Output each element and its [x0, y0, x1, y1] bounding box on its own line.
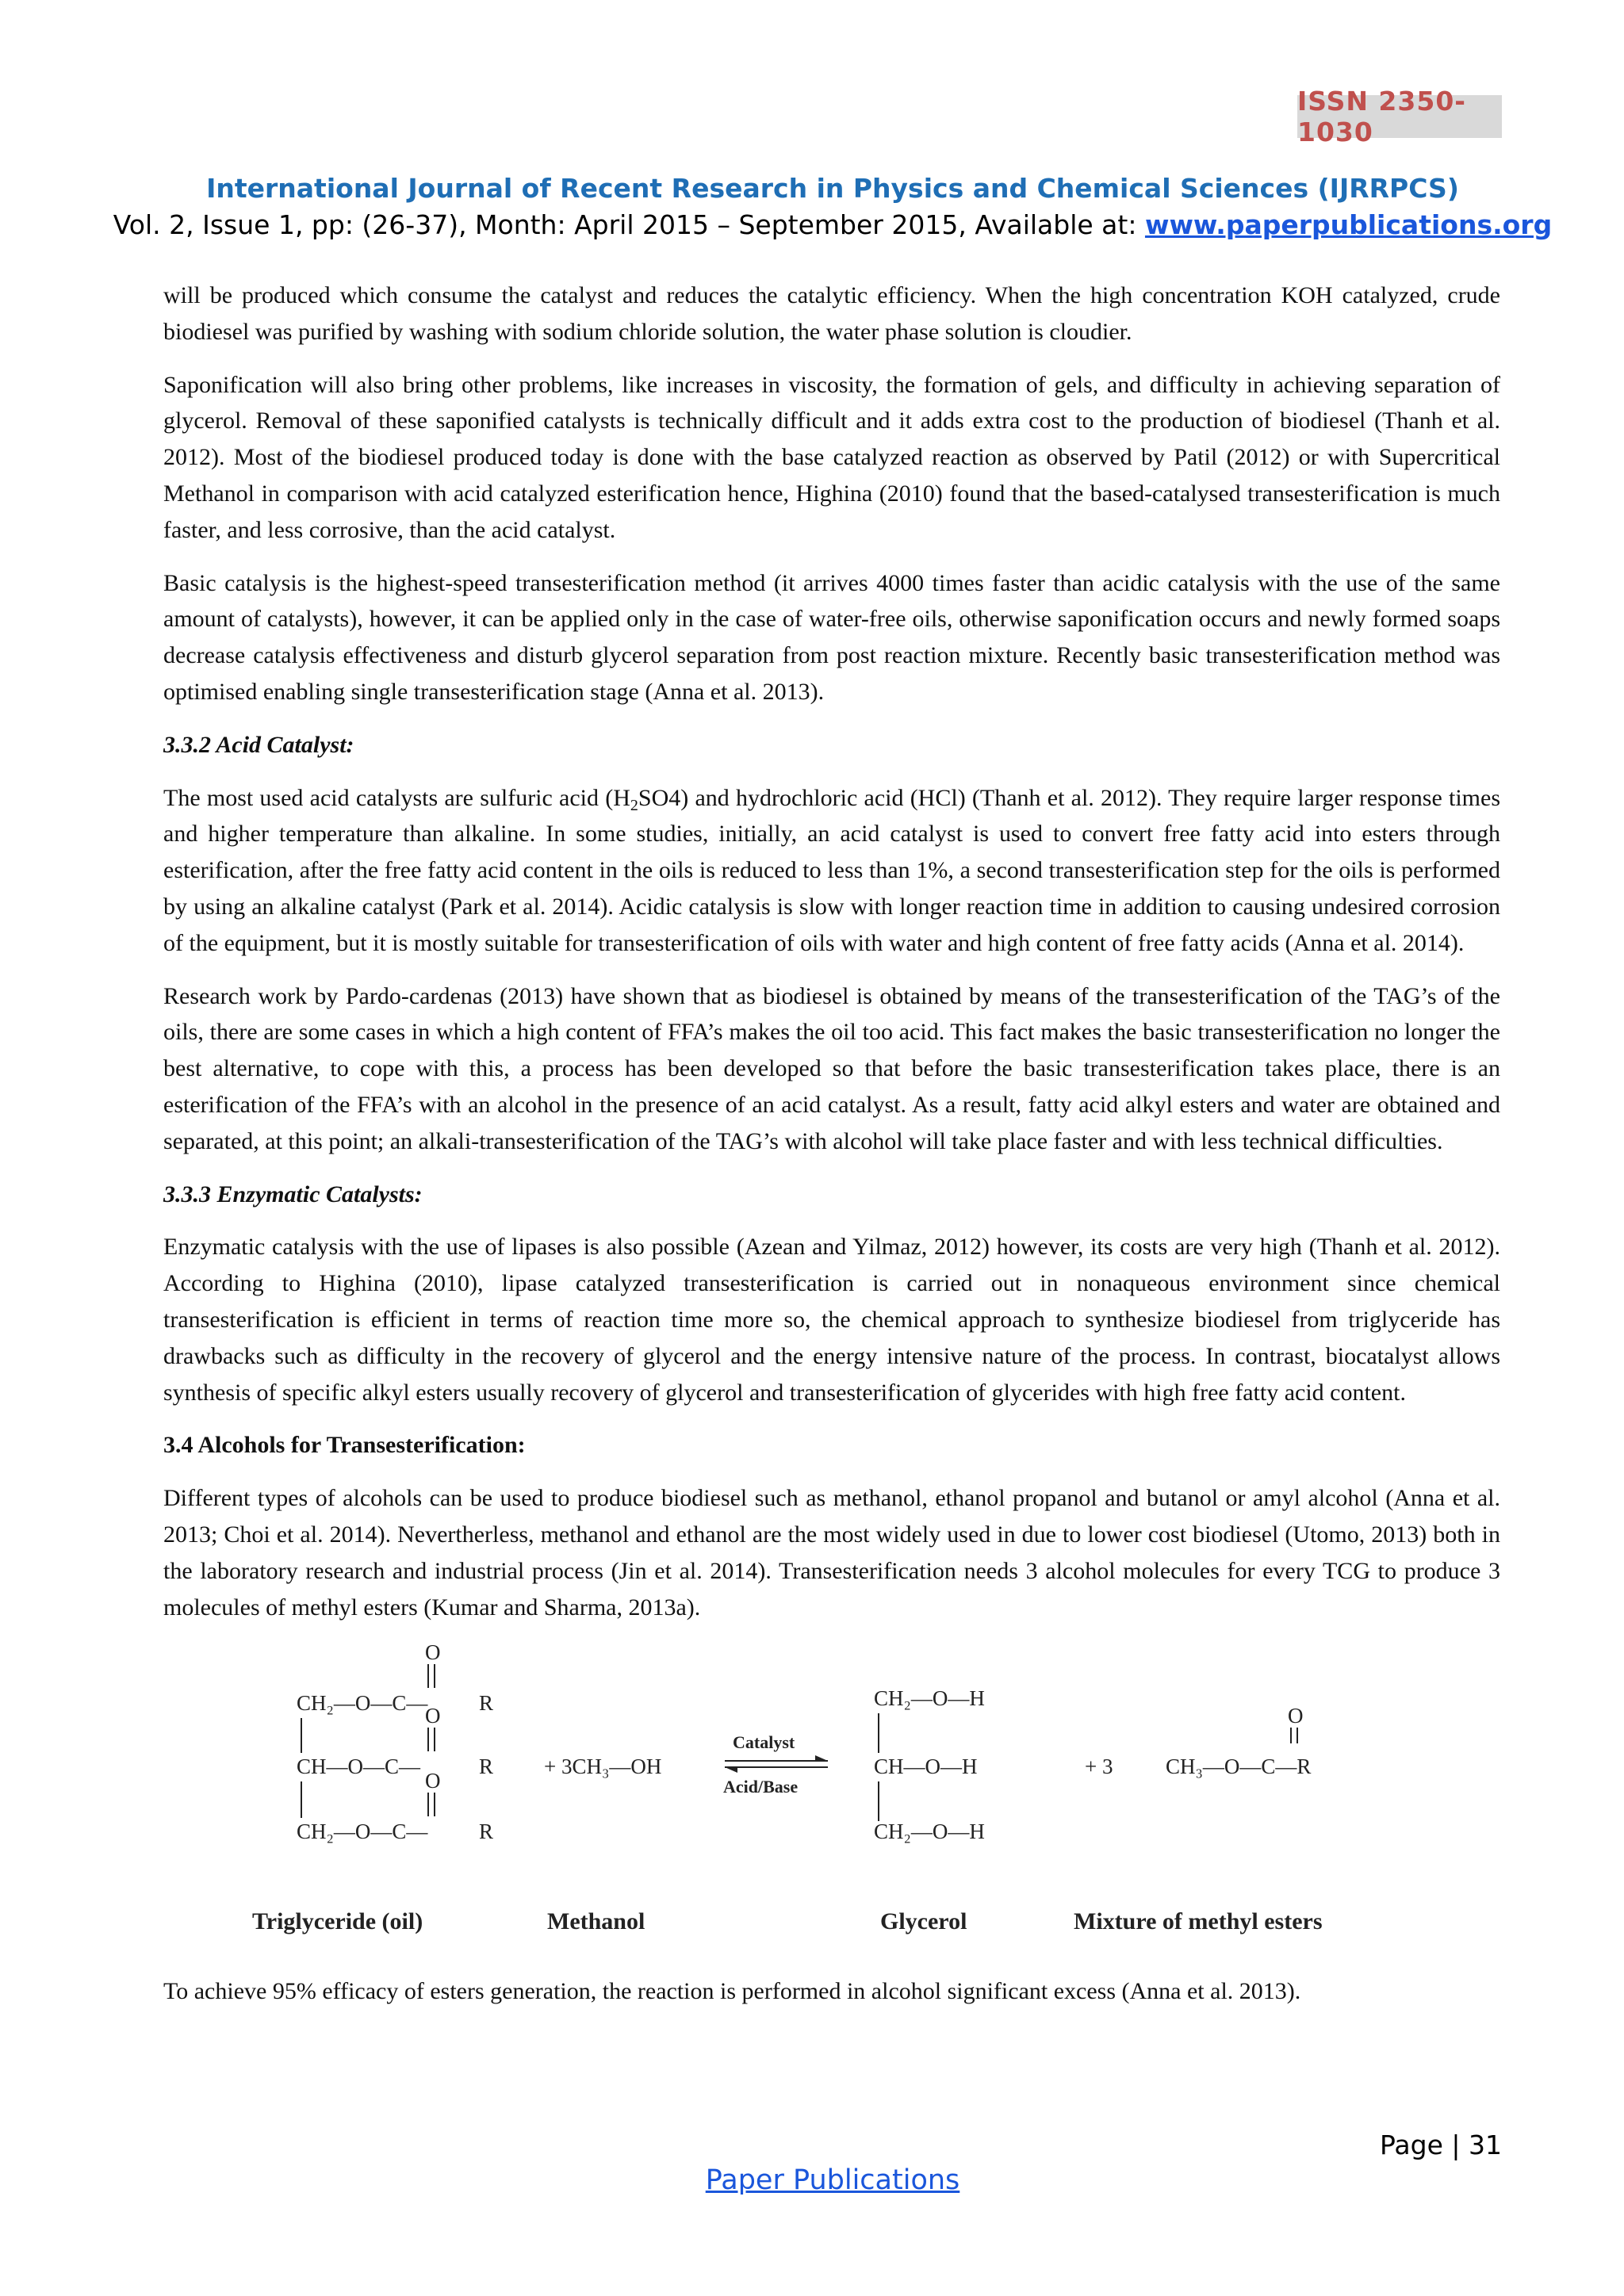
- journal-title: International Journal of Recent Research in Physics and Chemical Sciences (IJRRPCS): [206, 173, 1459, 204]
- paragraph-4-part-b: SO4) and hydrochloric acid (HCl) (Thanh et al. 2012). They require larger response times and higher temperature than alkaline. In some studies, initially, an acid catalyst is used to convert free fatty acid into esters through esterification, after the free fatty acid content in the oils is reduced to less than 1%, a second transesterification step for the oils is performed by using an alkaline catalyst (Park et al. 2014). Acidic catalysis is slow with longer reaction time in addition to causing undesired corrosion of the equipment, but it is mostly suitable for transesterification of oils with water and high content of free fatty acids (Anna et al. 2014).: [163, 784, 1501, 956]
- tri-o-2: O: [425, 1704, 441, 1728]
- tri-label-ch: CH—O—C—: [297, 1755, 421, 1779]
- glycerol-row-3: CH₂—O—H: [874, 1820, 985, 1844]
- methyl-ester-formula: CH₃—O—C—R: [1166, 1755, 1312, 1779]
- reverse-arrowhead: [725, 1767, 737, 1773]
- page-number: Page | 31: [1380, 2130, 1502, 2160]
- heading-acid-catalyst: 3.3.2 Acid Catalyst:: [163, 731, 354, 758]
- tri-r-3: R: [479, 1820, 494, 1844]
- glycerol-row-2: CH—O—H: [874, 1755, 978, 1779]
- tri-o-1: O: [425, 1642, 441, 1665]
- paragraph-5: Research work by Pardo-cardenas (2013) have shown that as biodiesel is obtained by means of the transesterification of the TAG’s of the oils, there are some cases in which a high content of FFA’s makes the oil too acid. This fact makes the basic transesterification no longer the best alternative, to cope with this, a process has been developed so that before the basic transesterification takes place, there is an esterification of the FFA’s with an alcohol in the presence of an acid catalyst. As a result, fatty acid alkyl esters and water are obtained and separated, at this point; an alkali-transesterification of the TAG’s with alcohol will take place faster and with less technical difficulties.: [163, 982, 1500, 1154]
- label-glycerol: Glycerol: [880, 1908, 967, 1935]
- label-methanol: Methanol: [547, 1908, 645, 1935]
- subscript-2: 2: [630, 796, 638, 814]
- issn-badge: ISSN 2350-1030: [1297, 95, 1502, 138]
- transesterification-reaction-figure: [163, 1642, 1500, 1962]
- paragraph-2: Saponification will also bring other problems, like increases in viscosity, the formation of gels, and difficulty in achieving separation of glycerol. Removal of these saponified catalysts is technically difficult and it adds extra cost to the production of biodiesel (Thanh et al. 2012). Most of the biodiesel produced today is done with the base catalyzed reaction as observed by Patil (2012) or with Supercritical Methanol in comparison with acid catalyzed esterification hence, Highina (2010) found that the based-catalysed transesterification is much faster, and less corrosive, than the acid catalyst.: [163, 371, 1500, 543]
- tri-r-1: R: [479, 1691, 494, 1716]
- heading-enzymatic-catalysts: 3.3.3 Enzymatic Catalysts:: [163, 1181, 423, 1207]
- publisher-link[interactable]: Paper Publications: [705, 2164, 960, 2196]
- methanol-formula: + 3CH₃—OH: [544, 1755, 662, 1779]
- tri-o-3: O: [425, 1769, 441, 1793]
- journal-info: [0, 209, 1624, 240]
- heading-alcohols: 3.4 Alcohols for Transesterification:: [163, 1432, 526, 1459]
- paragraph-4: [163, 780, 1500, 962]
- journal-issue-text: Vol. 2, Issue 1, pp: (26-37), Month: April 2015 – September 2015, Available at:: [113, 209, 1145, 240]
- label-triglyceride: Triglyceride (oil): [252, 1908, 423, 1935]
- ester-carbonyl-o: O: [1288, 1704, 1304, 1728]
- catalyst-label: Catalyst: [733, 1732, 795, 1753]
- paragraph-7: Different types of alcohols can be used to produce biodiesel such as methanol, ethanol propanol and butanol or amyl alcohol (Anna et al. 2013; Choi et al. 2014). Nevertherless, methanol and ethanol are the most widely used in due to lower cost biodiesel (Utomo, 2013) both in the laboratory research and industrial process (Jin et al. 2014). Transesterification needs 3 alcohol molecules for every TCG to produce 3 molecules of methyl esters (Kumar and Sharma, 2013a).: [163, 1485, 1500, 1621]
- tri-label-ch2-top: CH₂—O—C—: [297, 1691, 428, 1716]
- paragraph-3: Basic catalysis is the highest-speed transesterification method (it arrives 4000 times faster than acidic catalysis with the use of the same amount of catalysts), however, it can be applied only in the case of water-free oils, otherwise saponification occurs and newly formed soaps decrease catalysis effectiveness and disturb glycerol separation from post reaction mixture. Recently basic transesterification method was optimised enabling single transesterification stage (Anna et al. 2013).: [163, 569, 1500, 705]
- tri-r-2: R: [479, 1755, 494, 1779]
- plus-three: + 3: [1085, 1755, 1113, 1779]
- article-body: [163, 277, 1500, 2026]
- paragraph-6: Enzymatic catalysis with the use of lipases is also possible (Azean and Yilmaz, 2012) however, its costs are very high (Thanh et al. 2012). According to Highina (2010), lipase catalyzed transesterification is carried out in nonaqueous environment since chemical transesterification is efficient in terms of reaction time more so, the chemical approach to synthesize biodiesel from triglyceride has drawbacks such as difficulty in the recovery of glycerol and the energy intensive nature of the process. In contrast, biocatalyst allows synthesis of specific alkyl esters usually recovery of glycerol and transesterification of glycerides with high free fatty acid content.: [163, 1234, 1500, 1406]
- paragraph-1: will be produced which consume the catalyst and reduces the catalytic efficiency. When the high concentration KOH catalyzed, crude biodiesel was purified by washing with sodium chloride solution, the water phase solution is cloudier.: [163, 282, 1500, 345]
- label-methyl-esters: Mixture of methyl esters: [1074, 1908, 1323, 1935]
- acid-base-label: Acid/Base: [723, 1777, 799, 1797]
- paragraph-4-part-a: The most used acid catalysts are sulfuric acid (H: [163, 784, 630, 811]
- glycerol-row-1: CH₂—O—H: [874, 1686, 985, 1711]
- reaction-diagram: [163, 1642, 1500, 1962]
- forward-arrowhead: [815, 1755, 828, 1761]
- paragraph-8: To achieve 95% efficacy of esters generation, the reaction is performed in alcohol significant excess (Anna et al. 2013).: [163, 1978, 1301, 2005]
- tri-label-ch2-bottom: CH₂—O—C—: [297, 1820, 428, 1844]
- journal-url-link[interactable]: www.paperpublications.org: [1144, 209, 1553, 240]
